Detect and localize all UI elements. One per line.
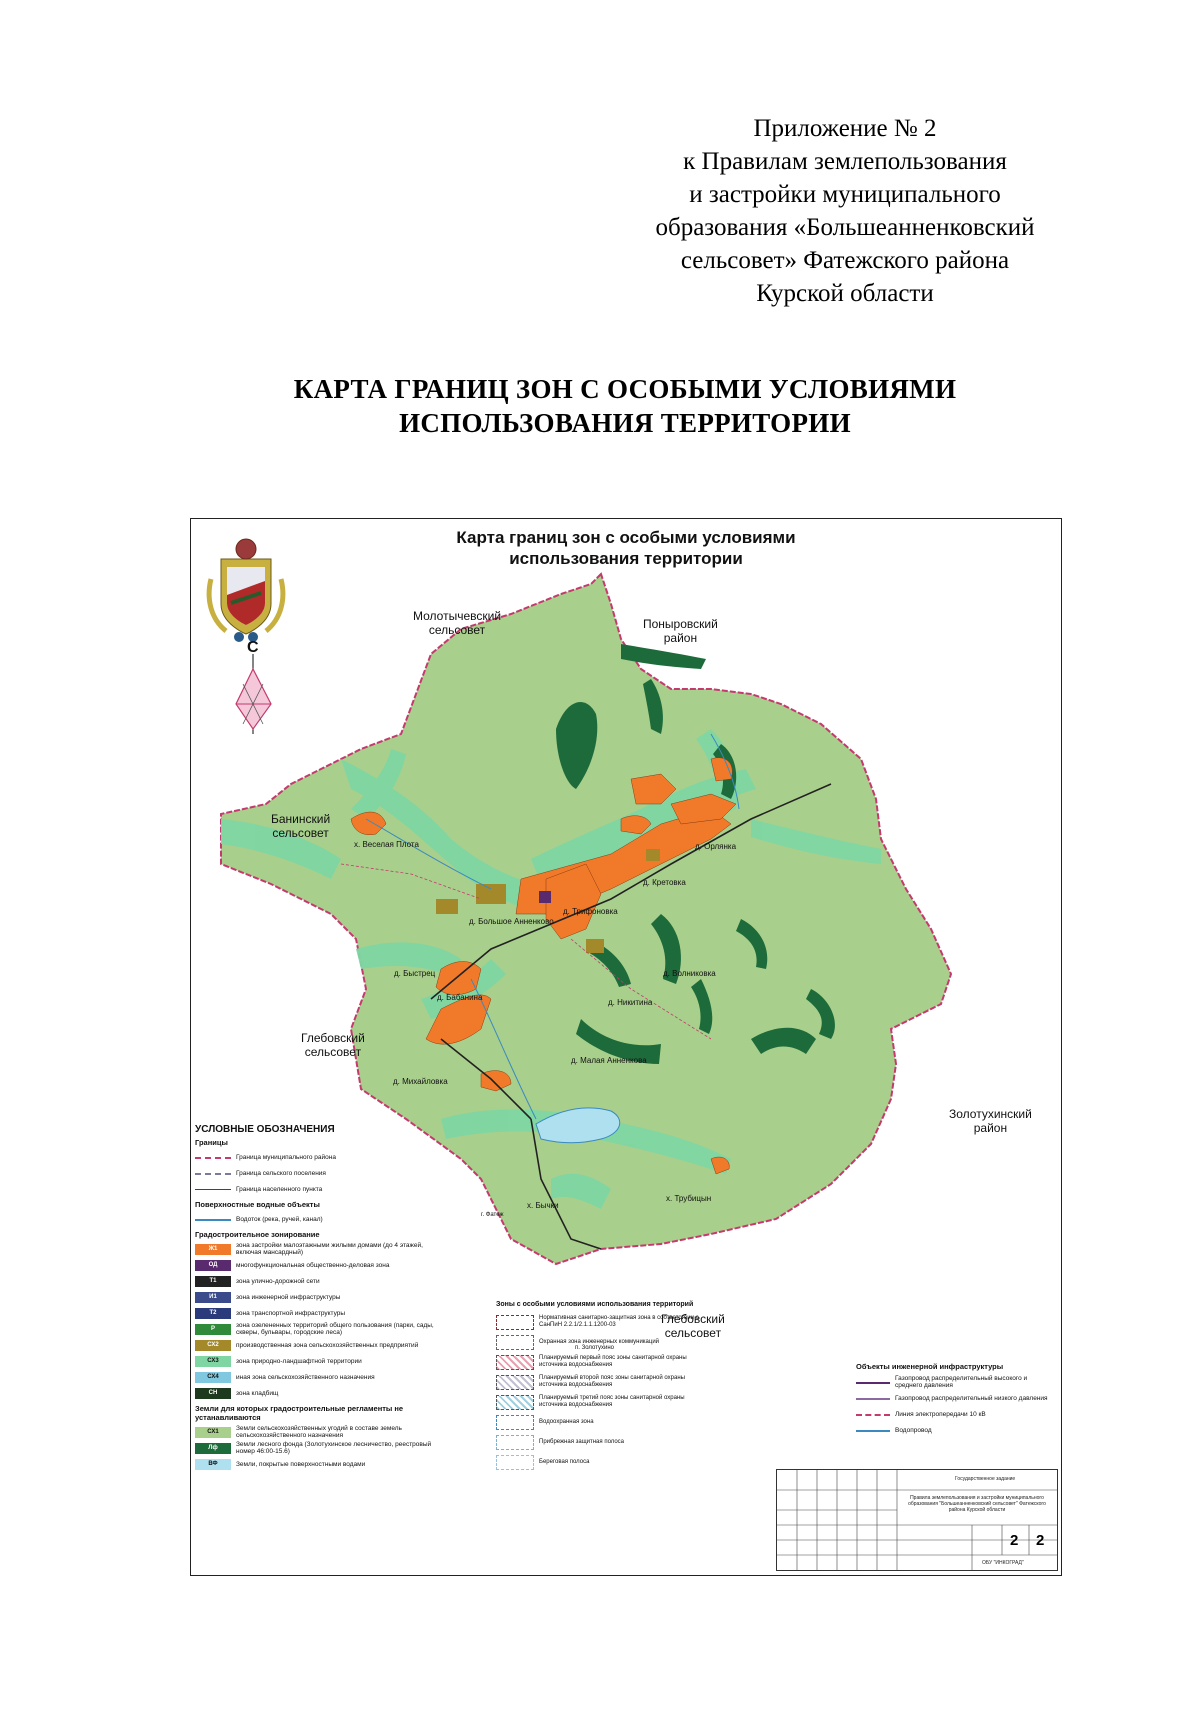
neighbor-label: Поныровский район xyxy=(643,617,718,645)
legend-item: ОД многофункциональная общественно-деловая зона xyxy=(195,1257,435,1273)
document-title-line: КАРТА ГРАНИЦ ЗОН С ОСОБЫМИ УСЛОВИЯМИ xyxy=(293,374,957,404)
village-label: д. Кретовка xyxy=(643,878,686,887)
legend-section: Градостроительное зонирование xyxy=(195,1230,320,1239)
legend-item: Водопровод xyxy=(856,1422,1056,1438)
north-label: С xyxy=(247,639,259,656)
village-label: д. Быстрец xyxy=(394,969,436,978)
village-label: п. Золотухино xyxy=(575,1345,615,1351)
appendix-line: Приложение № 2 xyxy=(753,115,937,142)
neighbor-label: Золотухинский район xyxy=(949,1107,1032,1135)
legend-item: СХ1 Земли сельскохозяйственных угодий в составе земель сельскохозяйственного назначения xyxy=(195,1424,435,1440)
sheet-count: 2 xyxy=(1036,1532,1045,1549)
village-label: х. Трубицын xyxy=(666,1194,712,1203)
legend-item: Охранная зона инженерных коммуникаций xyxy=(496,1332,706,1352)
appendix-line: к Правилам землепользования xyxy=(683,148,1007,175)
legend-item: Планируемый второй пояс зоны санитарной охраны источника водоснабжения xyxy=(496,1372,706,1392)
legend-section: Границы xyxy=(195,1138,228,1147)
legend-item: Газопровод распределительный низкого давления xyxy=(856,1390,1056,1406)
title-block-maker: ОБУ "ИНКОГРАД" xyxy=(982,1560,1024,1566)
legend-item: Береговая полоса xyxy=(496,1452,706,1472)
village-label: г. Фатеж xyxy=(481,1212,504,1218)
village-label: д. Орлянка xyxy=(695,842,737,851)
village-label: д. Михайловка xyxy=(393,1077,448,1086)
village-label: х. Бычки xyxy=(527,1201,559,1210)
legend-item: Ж1 зона застройки малоэтажными жилыми домами (до 4 этажей, включая мансардный) xyxy=(195,1241,435,1257)
legend-item: Граница населенного пункта xyxy=(195,1181,435,1197)
title-block-org: Государственное задание xyxy=(955,1476,1016,1482)
village-label: х. Веселая Плота xyxy=(354,840,419,849)
neighbor-label: Глебовский сельсовет xyxy=(301,1031,365,1059)
legend-item: Газопровод распределительный высокого и среднего давления xyxy=(856,1374,1056,1390)
legend-heading: УСЛОВНЫЕ ОБОЗНАЧЕНИЯ xyxy=(195,1124,335,1135)
legend-item: ВФ Земли, покрытые поверхностными водами xyxy=(195,1456,435,1472)
business-zone xyxy=(539,891,551,903)
north-arrow-icon xyxy=(236,654,271,734)
legend-item: Линия электропередачи 10 кВ xyxy=(856,1406,1056,1422)
appendix-line: Курской области xyxy=(756,280,934,307)
document-title xyxy=(200,372,1050,440)
neighbor-label: Молотычевский сельсовет xyxy=(413,609,502,637)
legend-item: Граница сельского поселения xyxy=(195,1165,435,1181)
title-block-grid xyxy=(777,1470,1057,1570)
map-title-line: Карта границ зон с особыми условиями xyxy=(456,528,796,547)
neighbor-label: Глебовский сельсовет xyxy=(661,1312,725,1340)
village-label: д. Волниковка xyxy=(663,969,716,978)
legend-item: Т1 зона улично-дорожной сети xyxy=(195,1273,435,1289)
title-block xyxy=(776,1469,1058,1571)
legend-item: СН зона кладбищ xyxy=(195,1385,435,1401)
legend-item: СХ4 иная зона сельскохозяйственного назначения xyxy=(195,1369,435,1385)
legend-item: СХ3 зона природно-ландшафтной территории xyxy=(195,1353,435,1369)
legend-item: Граница муниципального района xyxy=(195,1149,435,1165)
legend-item: Водоток (река, ручей, канал) xyxy=(195,1211,435,1227)
sheet-number: 2 xyxy=(1010,1532,1019,1549)
map-frame xyxy=(190,518,1062,1576)
legend-infrastructure xyxy=(856,1362,1056,1438)
appendix-note xyxy=(610,112,1080,310)
appendix-line: образования «Большеанненковский xyxy=(655,214,1035,241)
village-label: д. Никитина xyxy=(608,998,653,1007)
legend-item: Планируемый первый пояс зоны санитарной охраны источника водоснабжения xyxy=(496,1352,706,1372)
legend-item: Нормативная санитарно-защитная зона в соответствии с СанПиН 2.2.1/2.1.1.1200-03 xyxy=(496,1312,706,1332)
legend-item: Водоохранная зона xyxy=(496,1412,706,1432)
legend-section: Земли для которых градостроительные регламенты не устанавливаются xyxy=(195,1404,404,1422)
legend-item: Прибрежная защитная полоса xyxy=(496,1432,706,1452)
legend-item: СХ2 производственная зона сельскохозяйственных предприятий xyxy=(195,1337,435,1353)
neighbor-label: Банинский сельсовет xyxy=(271,812,331,840)
legend-item: Лф Земли лесного фонда (Золотухинское лесничество, реестровый номер 46:00-15.6) xyxy=(195,1440,435,1456)
coat-of-arms-icon xyxy=(209,539,283,642)
village-label: д. Малая Анненкова xyxy=(571,1056,647,1065)
legend-section: Зоны с особыми условиями использования территорий xyxy=(496,1301,694,1308)
appendix-line: сельсовет» Фатежского района xyxy=(680,247,1010,274)
legend-item: И1 зона инженерной инфраструктуры xyxy=(195,1289,435,1305)
legend-special-zones xyxy=(496,1301,706,1472)
map-title-line: использования территории xyxy=(509,549,743,568)
document-title-line: ИСПОЛЬЗОВАНИЯ ТЕРРИТОРИИ xyxy=(399,408,851,438)
legend-item: Планируемый третий пояс зоны санитарной охраны источника водоснабжения xyxy=(496,1392,706,1412)
appendix-line: и застройки муниципального xyxy=(689,181,1001,208)
legend xyxy=(195,1124,435,1472)
village-label: д. Большое Анненково xyxy=(469,917,554,926)
legend-section: Поверхностные водные объекты xyxy=(195,1200,320,1209)
legend-section: Объекты инженерной инфраструктуры xyxy=(856,1362,1004,1371)
legend-item: Р зона озелененных территорий общего пользования (парки, сады, скверы, бульвары, городские леса) xyxy=(195,1321,435,1337)
village-label: д. Бабанина xyxy=(437,993,483,1002)
title-block-project: Правила землепользования и застройки муниципального образования "Большеанненковский сельсовет" Фатежского района Курской области xyxy=(908,1495,1046,1513)
village-label: д. Трифоновка xyxy=(563,907,618,916)
legend-item: Т2 зона транспортной инфраструктуры xyxy=(195,1305,435,1321)
